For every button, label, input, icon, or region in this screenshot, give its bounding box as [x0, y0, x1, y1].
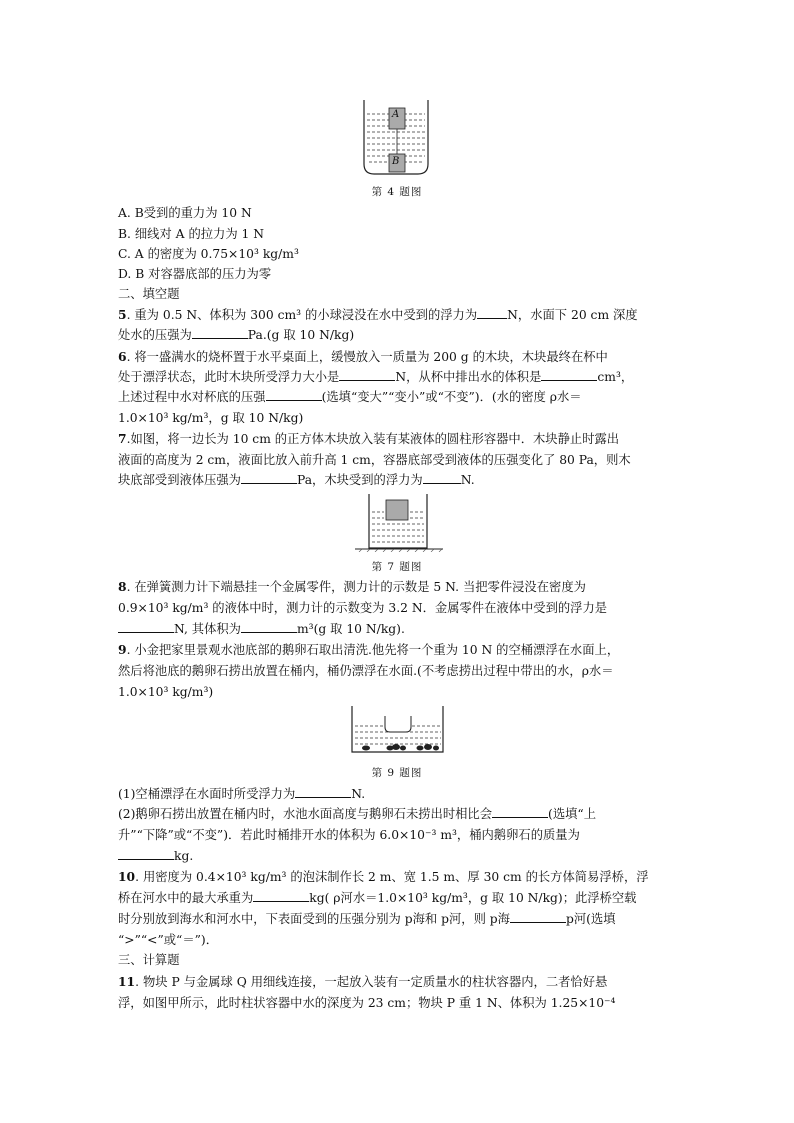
question-10-line-2 — [118, 890, 636, 906]
q6-text-3b: (选填“变大”“变小”或“不变”)．(水的密度 ρ水＝ — [321, 390, 582, 404]
q4-option-a: A. B受到的重力为 10 N — [118, 206, 252, 220]
q7-number: 7 — [118, 431, 127, 446]
q6-number: 6 — [118, 349, 127, 364]
question-6 — [118, 349, 608, 365]
q4-option-d: D. B 对容器底部的压力为零 — [118, 267, 272, 281]
q5-blank-2[interactable] — [192, 327, 248, 339]
question-7 — [118, 431, 619, 447]
q9-text-s1a: (1)空桶漂浮在水面时所受浮力为 — [118, 787, 296, 801]
q9-blank-3[interactable] — [118, 848, 174, 860]
section-calc-heading: 三、计算题 — [118, 953, 180, 967]
block-b-label: B — [392, 156, 400, 167]
question-6-line-3 — [118, 389, 582, 405]
question-9-line-3: 1.0×10³ kg/m³) — [118, 685, 214, 699]
question-8 — [118, 579, 586, 595]
q11-text-1: . 物块 P 与金属球 Q 用细线连接，一起放入装有一定质量水的柱状容器内，二者恰好悬 — [135, 975, 608, 989]
block-a-label: A — [392, 109, 400, 120]
question-8-line-2: 0.9×10³ kg/m³ 的液体中时，测力计的示数变为 3.2 N．金属零件在液体中受到的浮力是 — [118, 601, 608, 615]
q8-blank-1[interactable] — [118, 621, 174, 633]
q6-blank-1[interactable] — [339, 369, 395, 381]
question-7-line-3 — [118, 472, 475, 488]
q10-text-2a: 桥在河水中的最大承重为 — [118, 891, 254, 905]
q7-text-3a: 块底部受到液体压强为 — [118, 473, 241, 487]
q10-blank-1[interactable] — [253, 890, 309, 902]
q5-text-2a: 处水的压强为 — [118, 328, 192, 342]
q7-text-3b: Pa，木块受到的浮力为 — [296, 473, 423, 487]
q6-blank-3[interactable] — [266, 389, 322, 401]
q9-blank-1[interactable] — [295, 786, 351, 798]
question-6-line-2 — [118, 369, 633, 385]
q9-text-s1b: N. — [351, 787, 366, 801]
question-9-line-2: 然后将池底的鹅卵石捞出放置在桶内，桶仍漂浮在水面.(不考虑捞出过程中带出的水，ρ水＝ — [118, 664, 614, 678]
q9-text-s2b: (选填“上 — [548, 807, 597, 821]
figure-9-diagram — [350, 704, 445, 754]
q6-text-3a: 上述过程中水对杯底的压强 — [118, 390, 266, 404]
q10-blank-2[interactable] — [510, 911, 566, 923]
q5-text-2b: Pa.(g 取 10 N/kg) — [247, 328, 355, 342]
figure-7-diagram — [353, 490, 445, 552]
q6-text-1: . 将一盛满水的烧杯置于水平桌面上，缓慢放入一质量为 200 g 的木块，木块最终在杯中 — [126, 350, 608, 364]
q5-blank-1[interactable] — [477, 307, 507, 319]
q10-text-3a: 时分别放到海水和河水中，下表面受到的压强分别为 p海和 p河，则 p海 — [118, 912, 510, 926]
question-10-line-4: “>”“<”或“＝”)． — [118, 933, 219, 947]
question-7-line-2: 液面的高度为 2 cm，液面比放入前升高 1 cm，容器底部受到液体的压强变化了 80 Pa，则木 — [118, 453, 631, 467]
q6-text-2c: cm³， — [597, 370, 634, 384]
q9-sub-2-line-2: 升”“下降”或“不变”)．若此时桶排开水的体积为 6.0×10⁻³ m³，桶内鹅卵石的质量为 — [118, 828, 580, 842]
q9-sub-2-line-3 — [118, 848, 193, 864]
section-fill-in-heading: 二、填空题 — [118, 287, 180, 301]
q6-text-2b: N，从杯中排出水的体积是 — [395, 370, 542, 384]
q8-text-1: . 在弹簧测力计下端悬挂一个金属零件，测力计的示数是 5 N. 当把零件浸没在密度为 — [126, 580, 586, 594]
q9-number: 9 — [118, 642, 127, 657]
q9-blank-2[interactable] — [492, 806, 548, 818]
q7-blank-1[interactable] — [241, 472, 297, 484]
question-11-line-2: 浮，如图甲所示，此时柱状容器中水的深度为 23 cm；物块 P 重 1 N、体积为 1.25×10⁻⁴ — [118, 996, 616, 1010]
q5-text-1a: . 重为 0.5 N、体积为 300 cm³ 的小球浸没在水中受到的浮力为 — [126, 308, 478, 322]
question-9 — [118, 642, 619, 658]
q4-option-c: C. A 的密度为 0.75×10³ kg/m³ — [118, 247, 299, 261]
q10-text-1: . 用密度为 0.4×10³ kg/m³ 的泡沫制作长 2 m、宽 1.5 m、厚 30 cm 的长方体简易浮桥，浮 — [135, 870, 649, 884]
q8-blank-2[interactable] — [241, 621, 297, 633]
question-5 — [118, 307, 638, 323]
question-8-line-3 — [118, 621, 405, 637]
q5-text-1b: N，水面下 20 cm 深度 — [507, 308, 638, 322]
question-11 — [118, 974, 607, 990]
q5-number: 5 — [118, 307, 127, 322]
q8-number: 8 — [118, 579, 127, 594]
question-6-line-4: 1.0×10³ kg/m³，g 取 10 N/kg) — [118, 411, 304, 425]
question-10-line-3 — [118, 911, 616, 927]
q9-text-s2d: kg. — [174, 849, 194, 863]
q9-text-1: . 小金把家里景观水池底部的鹅卵石取出清洗.他先将一个重为 10 N 的空桶漂浮在水面上， — [126, 643, 620, 657]
question-10 — [118, 869, 649, 885]
q10-number: 10 — [118, 869, 136, 884]
q7-blank-2[interactable] — [423, 472, 461, 484]
q10-text-3b: p河(选填 — [565, 912, 616, 926]
q6-text-2a: 处于漂浮状态，此时木块所受浮力大小是 — [118, 370, 340, 384]
q6-blank-2[interactable] — [541, 369, 597, 381]
q8-text-3b: m³(g 取 10 N/kg). — [296, 622, 405, 636]
q7-text-3c: N. — [460, 473, 475, 487]
q9-text-s2a: (2)鹅卵石捞出放置在桶内时，水池水面高度与鹅卵石未捞出时相比会 — [118, 807, 493, 821]
q4-option-b: B. 细线对 A 的拉力为 1 N — [118, 227, 265, 241]
q9-sub-1 — [118, 786, 365, 802]
q10-text-2b: kg( ρ河水＝1.0×10³ kg/m³，g 取 10 N/kg)；此浮桥空载 — [309, 891, 637, 905]
figure-7-caption: 第 7 题图 — [371, 561, 423, 573]
q11-number: 11 — [118, 974, 136, 989]
q8-text-3a: N, 其体积为 — [174, 622, 241, 636]
figure-9-caption: 第 9 题图 — [371, 767, 423, 779]
q7-text-1: .如图，将一边长为 10 cm 的正方体木块放入装有某液体的圆柱形容器中．木块静止时露出 — [126, 432, 620, 446]
figure-4-caption: 第 4 题图 — [371, 186, 423, 198]
q9-sub-2 — [118, 806, 596, 822]
question-5-line-2 — [118, 327, 354, 343]
